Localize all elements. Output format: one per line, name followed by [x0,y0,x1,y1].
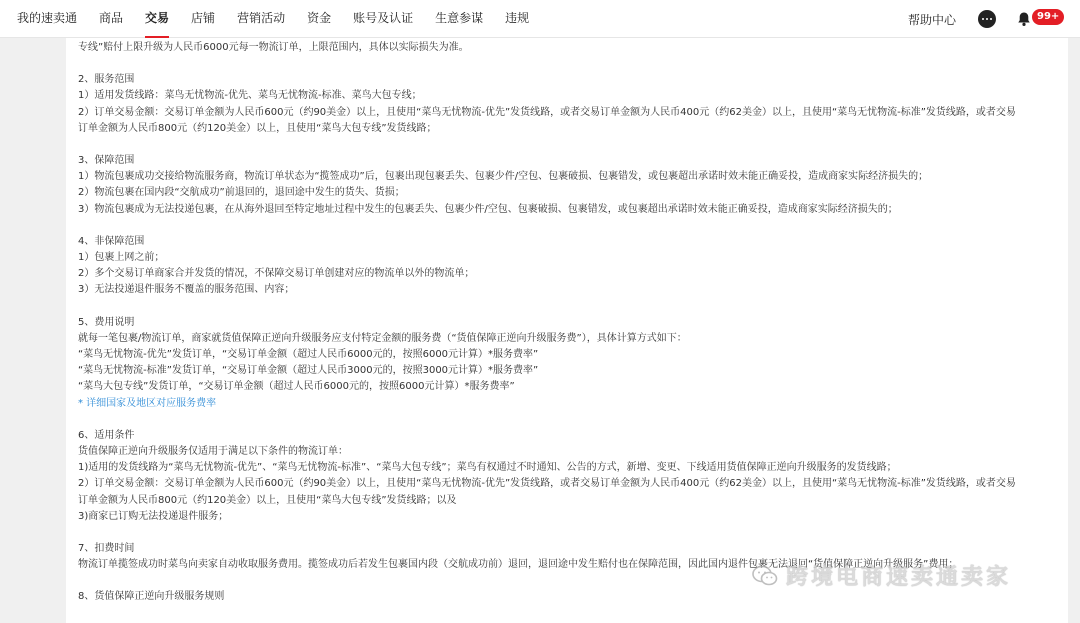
content-line: 1）适用发货线路：菜鸟无忧物流-优先、菜鸟无忧物流-标准、菜鸟大包专线； [78,90,422,102]
blank-line [78,412,1056,428]
blank-line [78,299,1056,315]
content-line: 订单金额为人民币800元（约120美金）以上，且使用“菜鸟大包专线”发货线路；以及 [78,494,457,506]
top-right-tools [908,0,1058,38]
wechat-watermark [752,560,1011,591]
bell-icon [1016,11,1032,27]
nav-account-verification[interactable]: 账号及认证 [353,10,414,25]
content-line: “菜鸟无忧物流-标准”发货订单，“交易订单金额（超过人民币3000元的，按照3000元计算）*服务费率” [78,365,539,377]
content-line: 2）订单交易金额：交易订单金额为人民币600元（约90美金）以上，且使用“菜鸟无忧物流-优先”发货线路，或者交易订单金额为人民币400元（约62美金）以上，且使用“菜鸟无忧物流-标准”发货线路，或者交易 [78,106,1016,118]
content-line: 货值保障正逆向升级服务仅适用于满足以下条件的物流订单： [78,446,348,458]
help-center-link[interactable]: 帮助中心 [907,12,956,27]
nav-products[interactable]: 商品 [99,10,124,25]
notification-count-badge: 99+ [1032,9,1064,25]
service-rules-text [66,38,1068,606]
notifications[interactable] [1016,9,1058,29]
content-line: 3)商家已订购无法投递退件服务； [78,510,229,522]
service-rate-details-link[interactable]: * 详细国家及地区对应服务费率 [78,397,217,409]
content-line: “菜鸟大包专线”发货订单，“交易订单金额（超过人民币6000元的，按照6000元计算）*服务费率” [78,381,515,393]
content-line: 1)适用的发货线路为“菜鸟无忧物流-优先”、“菜鸟无忧物流-标准”、“菜鸟大包专线”；菜鸟有权通过不时通知、公告的方式，新增、变更、下线适用货值保障正逆向升级服务的发货线路； [78,462,897,474]
content-line: 3）无法投递退件服务不覆盖的服务范围、内容； [78,284,295,296]
content-line: 2）物流包裹在国内段“交航成功”前退回的，退回途中发生的货失、货损； [78,187,405,199]
content-line: 订单金额为人民币800元（约120美金）以上，且使用“菜鸟大包专线”发货线路； [78,122,437,134]
wechat-icon [752,565,778,587]
nav-my-aliexpress[interactable]: 我的速卖通 [17,10,78,25]
content-line: “菜鸟无忧物流-优先”发货订单，“交易订单金额（超过人民币6000元的，按照6000元计算）*服务费率” [78,349,539,361]
content-line: 就每一笔包裹/物流订单，商家就货值保障正逆向升级服务应支付特定金额的服务费（“货值保障正逆向升级服务费”），具体计算方式如下： [78,332,687,344]
blank-line [78,137,1056,153]
main-nav [0,0,551,38]
content-line: 物流订单揽签成功时菜鸟向卖家自动收取服务费用。揽签成功后若发生包裹国内段（交航成功前）退回，退回途中发生赔付也在保障范围，因此国内退件包裹无法退回“货值保障正逆向升级服务”费用； [78,559,959,571]
content-line: 2、服务范围 [78,74,135,86]
content-line: 5、费用说明 [78,316,135,328]
content-line: 7、扣费时间 [78,543,135,555]
content-line: 3）物流包裹成为无法投递包裹，在从海外退回至特定地址过程中发生的包裹丢失、包裹少件/空包、包裹破损、包裹错发，或包裹超出承诺时效未能正确妥投，造成商家实际经济损失的； [78,203,898,215]
nav-violations[interactable]: 违规 [505,10,530,25]
nav-marketing[interactable]: 营销活动 [237,10,286,25]
top-navigation-bar [0,0,1080,38]
content-line: 1）物流包裹成功交接给物流服务商，物流订单状态为“揽签成功”后，包裹出现包裹丢失、包裹少件/空包、包裹破损、包裹错发，或包裹超出承诺时效未能正确妥投，造成商家实际经济损失的； [78,171,929,183]
blank-line [78,218,1056,234]
nav-funds[interactable]: 资金 [307,10,332,25]
blank-line [78,56,1056,72]
nav-transactions[interactable]: 交易 [145,0,169,38]
content-line: 专线”赔付上限升级为人民币6000元每一物流订单，上限范围内，具体以实际损失为准。 [78,42,469,53]
content-card [66,38,1068,623]
watermark-text: 跨境电商速卖通卖家 [786,565,1012,590]
content-line: 2）多个交易订单商家合并发货的情况，不保障交易订单创建对应的物流单以外的物流单； [78,268,475,280]
content-line: 1）包裹上网之前； [78,252,165,264]
nav-store[interactable]: 店铺 [191,10,216,25]
blank-line [78,525,1056,541]
content-line: 4、非保障范围 [78,235,145,247]
content-line: 8、货值保障正逆向升级服务规则 [78,591,225,603]
nav-business-advisor[interactable]: 生意参谋 [435,10,484,25]
content-line: 6、适用条件 [78,429,135,441]
content-line: 3、保障范围 [78,155,135,167]
content-line: 2）订单交易金额：交易订单金额为人民币600元（约90美金）以上，且使用“菜鸟无忧物流-优先”发货线路，或者交易订单金额为人民币400元（约62美金）以上，且使用“菜鸟无忧物流-标准”发货线路，或者交易 [78,478,1016,490]
chat-icon[interactable] [978,10,996,28]
